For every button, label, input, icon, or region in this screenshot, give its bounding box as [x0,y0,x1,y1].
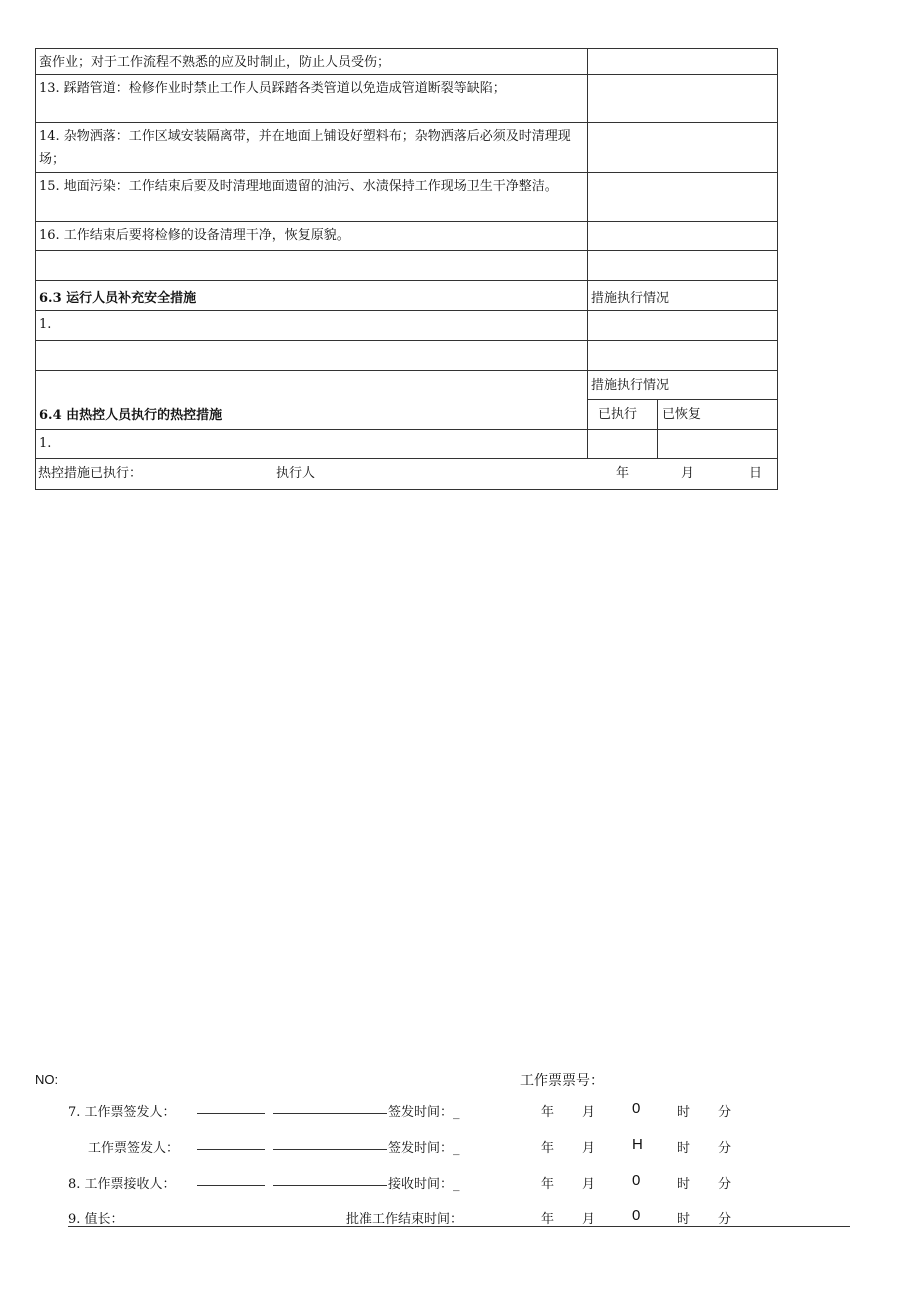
table-row [36,222,777,251]
section-title-text: 6.4 由热控人员执行的热控措施 [39,408,223,423]
item-number: 1. [36,430,588,458]
table-row [36,311,777,341]
table-row [36,341,777,371]
ticket-number-label: 工作票票号： [520,1073,604,1089]
executed-header: 已执行 [588,400,658,429]
hour-label: 时 [677,1141,691,1156]
table-row [36,173,777,222]
status-header: 措施执行情况 [591,291,670,306]
issue-time-label: 签发时间：_ [388,1141,460,1156]
co-signer-label: 工作票签发人： [88,1141,180,1156]
item-number: 1. [36,311,588,340]
year-label: 年 [541,1141,555,1156]
status-cells [588,430,777,458]
measure-status-cell [588,222,777,250]
table-row [36,75,777,123]
day-label: 日 [749,466,763,481]
day-mark: H [632,1136,643,1153]
restored-cell [658,430,777,458]
footer-label: 热控措施已执行： [38,466,143,481]
month-label: 月 [681,466,695,481]
measure-status-cell [588,173,777,221]
executed-cell [588,430,658,458]
signer-label: 7. 工作票签发人： [68,1105,176,1120]
safety-measures-table [35,48,778,490]
measure-status-cell [588,311,777,340]
minute-label: 分 [718,1141,732,1156]
approve-time-label: 批准工作结束时间： [346,1212,464,1227]
signer-field[interactable] [197,1101,387,1118]
measure-text: 14. 杂物洒落：工作区域安装隔离带，并在地面上铺设好塑料布；杂物洒落后必须及时清理现场； [36,123,588,172]
empty-cell [588,251,777,280]
measure-status-cell [588,75,777,122]
year-label: 年 [541,1105,555,1120]
empty-cell [36,341,588,370]
minute-label: 分 [718,1212,732,1227]
day-mark: 0 [632,1100,641,1117]
section-header-row [36,371,777,430]
status-header: 措施执行情况 [588,371,777,400]
measure-text: 蛮作业；对于工作流程不熟悉的应及时制止，防止人员受伤； [36,49,588,74]
table-row [36,123,777,173]
month-label: 月 [582,1177,596,1192]
year-label: 年 [616,466,630,481]
hour-label: 时 [677,1105,691,1120]
empty-cell [588,341,777,370]
shift-leader-label: 9. 值长： [68,1212,124,1227]
empty-cell [36,251,588,280]
hour-label: 时 [677,1177,691,1192]
month-label: 月 [582,1141,596,1156]
day-mark: 0 [632,1207,641,1224]
section-title [36,371,588,429]
table-row [36,430,777,459]
table-row [36,49,777,75]
status-subheaders [588,400,777,429]
measure-text: 13. 踩踏管道：检修作业时禁止工作人员踩踏各类管道以免造成管道断裂等缺陷； [36,75,588,122]
section-header-row [36,281,777,311]
bottom-rule [68,1226,850,1227]
hour-label: 时 [677,1212,691,1227]
month-label: 月 [582,1105,596,1120]
status-header-group [588,371,777,429]
co-signer-field[interactable] [197,1137,387,1154]
issue-time-label: 签发时间：_ [388,1105,460,1120]
year-label: 年 [541,1177,555,1192]
restored-header: 已恢复 [662,407,702,422]
receive-time-label: 接收时间：_ [388,1177,460,1192]
receiver-field[interactable] [197,1173,387,1190]
measure-status-cell [588,49,777,74]
table-row [36,251,777,281]
measure-status-cell [588,123,777,172]
measure-text: 16. 工作结束后要将检修的设备清理干净，恢复原貌。 [36,222,588,250]
receiver-label: 8. 工作票接收人： [68,1177,176,1192]
footer-row [36,459,777,489]
minute-label: 分 [718,1105,732,1120]
day-mark: 0 [632,1172,641,1189]
section-title: 6.3 运行人员补充安全措施 [36,281,588,310]
minute-label: 分 [718,1177,732,1192]
measure-text: 15. 地面污染：工作结束后要及时清理地面遗留的油污、水渍保持工作现场卫生干净整洁。 [36,173,588,221]
no-label: NO: [35,1072,59,1087]
year-label: 年 [541,1212,555,1227]
month-label: 月 [582,1212,596,1227]
executor-label: 执行人 [276,466,316,481]
